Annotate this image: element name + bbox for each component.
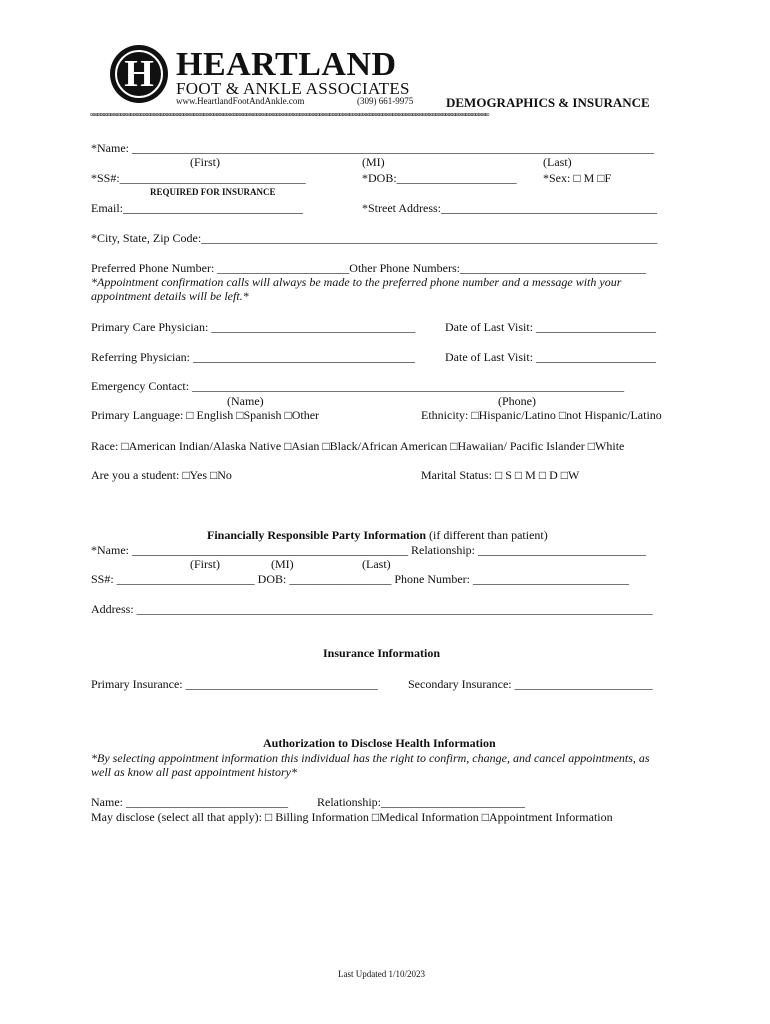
sex-checkboxes[interactable]: *Sex: □ M □F xyxy=(543,171,612,185)
insurance-heading: Insurance Information xyxy=(323,646,441,660)
secondary-insurance-field[interactable]: Secondary Insurance: _______________________ xyxy=(408,677,653,691)
authorized-relationship-field[interactable]: Relationship:________________________ xyxy=(317,795,525,809)
ethnicity-checkboxes[interactable]: Ethnicity: □Hispanic/Latino □not Hispanic/Latino xyxy=(421,408,662,422)
last-updated: Last Updated 1/10/2023 xyxy=(338,969,425,979)
financial-ss-dob-phone-field[interactable]: SS#: _______________________ DOB: _________________ Phone Number: __________________________ xyxy=(91,572,630,586)
authorization-heading: Authorization to Disclose Health Information xyxy=(263,736,496,750)
authorization-note-line-1: *By selecting appointment information this individual has the right to confirm, change, and cancel appointments, as xyxy=(91,751,650,765)
primary-insurance-field[interactable]: Primary Insurance: ________________________________ xyxy=(91,677,378,691)
marital-status-checkboxes[interactable]: Marital Status: □ S □ M □ D □W xyxy=(421,468,580,482)
brand-phone: (309) 661-9975 xyxy=(357,96,414,106)
last-label: (Last) xyxy=(543,155,572,169)
appointment-note-line-1: *Appointment confirmation calls will always be made to the preferred phone number and a message with your xyxy=(91,275,622,289)
street-address-field[interactable]: *Street Address:____________________________________ xyxy=(362,201,657,215)
ss-field[interactable]: *SS#:_______________________________ xyxy=(91,171,306,185)
financial-last-label: (Last) xyxy=(362,557,391,571)
financial-address-field[interactable]: Address: ______________________________________________________________________________________ xyxy=(91,602,653,616)
financial-first-label: (First) xyxy=(190,557,220,571)
primary-language-checkboxes[interactable]: Primary Language: □ English □Spanish □Other xyxy=(91,408,320,422)
brand-name: HEARTLAND xyxy=(176,46,397,83)
race-checkboxes[interactable]: Race: □American Indian/Alaska Native □Asian □Black/African American □Hawaiian/ Pacific Islander □White xyxy=(91,439,625,453)
brand-website: www.HeartlandFootAndAnkle.com xyxy=(176,96,305,106)
logo-letter: H xyxy=(124,53,154,95)
authorization-note-line-2: well as know all past appointment history* xyxy=(91,765,297,779)
logo-emblem xyxy=(110,45,168,103)
first-label: (First) xyxy=(190,155,220,169)
phone-numbers-field[interactable]: Preferred Phone Number: ______________________Other Phone Numbers:_______________________________ xyxy=(91,261,646,275)
appointment-note-line-2: appointment details will be left.* xyxy=(91,289,249,303)
brand-subtitle: FOOT & ANKLE ASSOCIATES xyxy=(176,79,410,98)
financial-heading-note: (if different than patient) xyxy=(426,528,548,542)
decorative-chain-divider: ∞∞∞∞∞∞∞∞∞∞∞∞∞∞∞∞∞∞∞∞∞∞∞∞∞∞∞∞∞∞∞∞∞∞∞∞∞∞∞∞∞∞∞∞∞∞∞∞∞∞∞∞∞∞∞∞∞∞∞∞∞∞∞∞∞∞∞∞∞∞∞∞∞∞∞∞∞∞∞∞∞∞∞∞∞∞∞∞∞∞∞∞∞∞∞∞∞∞∞∞∞∞∞∞∞∞∞∞∞∞∞∞∞∞∞∞∞∞∞∞ xyxy=(90,110,488,119)
name-field[interactable]: *Name: _______________________________________________________________________________________ xyxy=(91,141,654,155)
email-field[interactable]: Email:______________________________ xyxy=(91,201,303,215)
referring-physician-field[interactable]: Referring Physician: _____________________________________ xyxy=(91,350,415,364)
city-state-zip-field[interactable]: *City, State, Zip Code:____________________________________________________________________________ xyxy=(91,231,658,245)
emergency-name-label: (Name) xyxy=(227,394,264,408)
financial-mi-label: (MI) xyxy=(271,557,294,571)
referring-last-visit-field[interactable]: Date of Last Visit: ____________________ xyxy=(445,350,657,364)
disclosure-checkboxes[interactable]: May disclose (select all that apply): □ Billing Information □Medical Information □Appointment Information xyxy=(91,810,613,824)
financial-name-field[interactable]: *Name: ______________________________________________ Relationship: ____________________________ xyxy=(91,543,646,557)
emergency-phone-label: (Phone) xyxy=(498,394,536,408)
financial-heading xyxy=(207,528,548,542)
emergency-contact-field[interactable]: Emergency Contact: ________________________________________________________________________ xyxy=(91,379,625,393)
mi-label: (MI) xyxy=(362,155,385,169)
financial-heading-title: Financially Responsible Party Information xyxy=(207,528,427,542)
dob-field[interactable]: *DOB:____________________ xyxy=(362,171,517,185)
required-insurance-note: REQUIRED FOR INSURANCE xyxy=(150,187,276,197)
student-checkboxes[interactable]: Are you a student: □Yes □No xyxy=(91,468,232,482)
authorized-name-field[interactable]: Name: ___________________________ xyxy=(91,795,288,809)
page-title: DEMOGRAPHICS & INSURANCE xyxy=(446,95,650,110)
primary-care-physician-field[interactable]: Primary Care Physician: __________________________________ xyxy=(91,320,416,334)
pcp-last-visit-field[interactable]: Date of Last Visit: ____________________ xyxy=(445,320,657,334)
